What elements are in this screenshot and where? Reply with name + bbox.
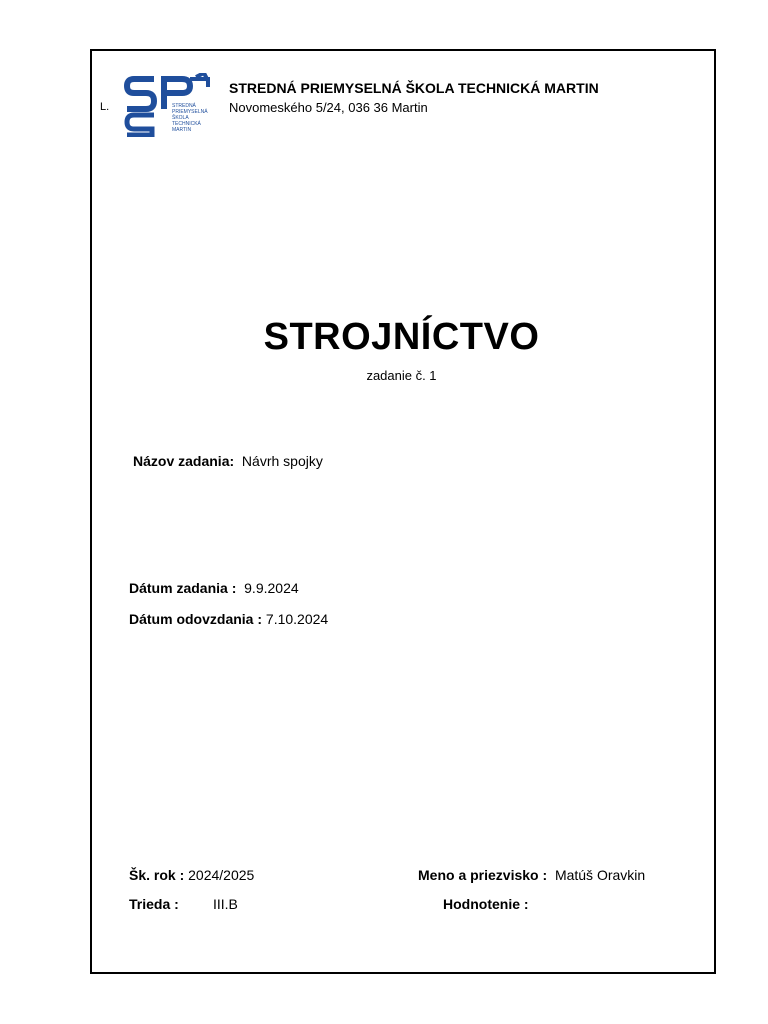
- school-year-label: Šk. rok :: [129, 867, 185, 883]
- logo-line-2: PRIEMYSELNÁ: [172, 109, 208, 115]
- due-date-value: 7.10.2024: [265, 611, 329, 627]
- due-date-label: Dátum odovzdania :: [129, 611, 263, 627]
- page-border: [90, 49, 716, 974]
- logo-line-1: STREDNÁ: [172, 103, 196, 109]
- grade-label: Hodnotenie :: [443, 896, 529, 912]
- assignment-name-field: [133, 453, 323, 469]
- school-name: STREDNÁ PRIEMYSELNÁ ŠKOLA TECHNICKÁ MARTIN: [229, 80, 599, 96]
- grade-field: [443, 896, 529, 912]
- due-date-field: [129, 611, 328, 627]
- school-year-value: 2024/2025: [188, 867, 255, 883]
- school-logo: [124, 73, 216, 137]
- assignment-date-label: Dátum zadania :: [129, 580, 237, 596]
- assignment-number: zadanie č. 1: [366, 368, 437, 383]
- logo-line-4: TECHNICKÁ: [172, 121, 201, 127]
- school-year-field: [129, 867, 254, 883]
- logo-line-5: MARTIN: [172, 127, 192, 133]
- class-value: III.B: [213, 896, 238, 912]
- assignment-name-value: Návrh spojky: [241, 453, 323, 469]
- student-name-label: Meno a priezvisko :: [418, 867, 548, 883]
- class-value-field: [213, 896, 238, 912]
- assignment-date-value: 9.9.2024: [244, 580, 299, 596]
- page-title: STROJNÍCTVO: [263, 316, 540, 358]
- class-label-field: [129, 896, 179, 912]
- assignment-name-label: Názov zadania:: [133, 453, 235, 469]
- stray-mark: L.: [100, 101, 110, 113]
- assignment-date-field: [129, 580, 299, 596]
- school-address: Novomeského 5/24, 036 36 Martin: [229, 100, 428, 115]
- student-name-value: Matúš Oravkin: [554, 867, 646, 883]
- logo-line-3: ŠKOLA: [172, 115, 189, 121]
- class-label: Trieda :: [129, 896, 179, 912]
- student-name-field: [418, 867, 645, 883]
